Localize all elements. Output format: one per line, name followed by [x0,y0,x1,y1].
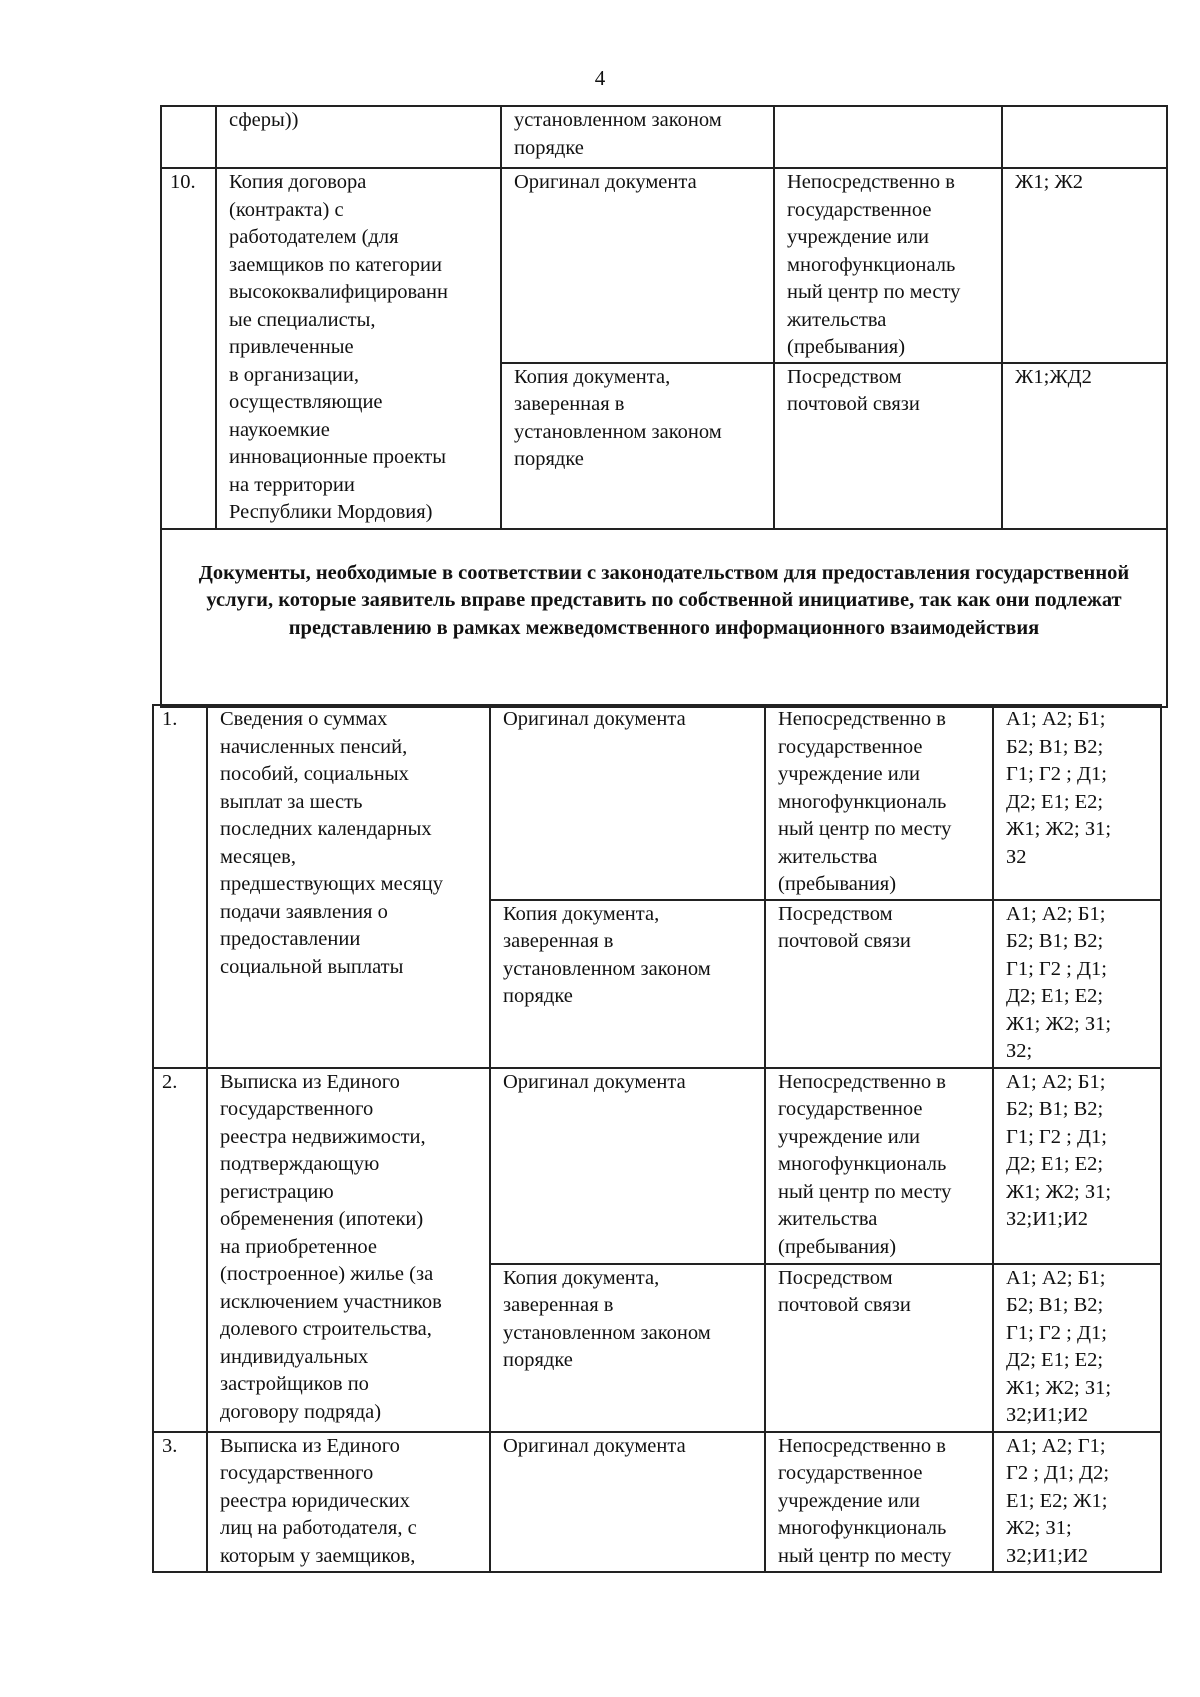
table-row [161,168,1167,363]
submission-method-cell: Непосредственно в государственное учреждение или многофункциональ ный центр по месту [765,1432,993,1572]
section-header: Документы, необходимые в соответствии с законодательством для предоставления государственной услуги, которые заявитель вправе представить по собственной инициативе, так как они подлежат представлению в рамках межведомственного информационного взаимодействия [161,529,1167,707]
document-name-cell: Выписка из Единого государственного реестра юридических лиц на работодателя, с которым у заемщиков, [207,1432,490,1572]
table-row [153,1068,1161,1264]
section-header-row [161,529,1167,707]
document-form-cell: Оригинал документа [501,168,774,363]
submission-method-cell: Посредством почтовой связи [765,900,993,1068]
submission-method-cell: Непосредственно в государственное учреждение или многофункциональ ный центр по месту жительства (пребывания) [765,705,993,900]
table-row [153,1432,1161,1572]
category-codes-cell: А1; А2; Г1; Г2 ; Д1; Д2; Е1; Е2; Ж1; Ж2; З1; З2;И1;И2 [993,1432,1161,1572]
table-row [153,705,1161,900]
submission-method-cell: Непосредственно в государственное учреждение или многофункциональ ный центр по месту жительства (пребывания) [765,1068,993,1264]
documents-table-upper [160,105,1168,708]
document-form-cell: Копия документа, заверенная в установленном законом порядке [501,363,774,529]
document-form-cell: Копия документа, заверенная в установленном законом порядке [490,1264,765,1432]
page-number: 4 [594,66,606,90]
row-number-cell [161,106,216,168]
category-codes-cell: Ж1;ЖД2 [1002,363,1167,529]
submission-method-cell: Посредством почтовой связи [765,1264,993,1432]
documents-table-lower [152,704,1162,1573]
category-codes-cell: А1; А2; Б1; Б2; В1; В2; Г1; Г2 ; Д1; Д2; Е1; Е2; Ж1; Ж2; З1; З2;И1;И2 [993,1264,1161,1432]
table-row [161,106,1167,168]
category-codes-cell: А1; А2; Б1; Б2; В1; В2; Г1; Г2 ; Д1; Д2; Е1; Е2; Ж1; Ж2; З1; З2;И1;И2 [993,1068,1161,1264]
row-number-cell: 2. [153,1068,207,1432]
category-codes-cell: А1; А2; Б1; Б2; В1; В2; Г1; Г2 ; Д1; Д2; Е1; Е2; Ж1; Ж2; З1; З2; [993,900,1161,1068]
document-form-cell: Оригинал документа [490,1432,765,1572]
document-form-cell: Оригинал документа [490,705,765,900]
document-form-cell: установленном законом порядке [501,106,774,168]
submission-method-cell [774,106,1002,168]
category-codes-cell: А1; А2; Б1; Б2; В1; В2; Г1; Г2 ; Д1; Д2; Е1; Е2; Ж1; Ж2; З1; З2 [993,705,1161,900]
row-number-cell: 3. [153,1432,207,1572]
submission-method-cell: Посредством почтовой связи [774,363,1002,529]
document-name-cell: Выписка из Единого государственного реестра недвижимости, подтверждающую регистрацию обременения (ипотеки) на приобретенное (построенное) жилье (за исключением участников долевого строительства, индивидуальных застройщиков по договору подряда) [207,1068,490,1432]
document-form-cell: Оригинал документа [490,1068,765,1264]
document-name-cell: Копия договора (контракта) с работодателем (для заемщиков по категории высококвалифицированн ые специалисты, привлеченные в организации, осуществляющие наукоемкие инновационные проекты на территории Республики Мордовия) [216,168,501,529]
category-codes-cell [1002,106,1167,168]
document-form-cell: Копия документа, заверенная в установленном законом порядке [490,900,765,1068]
document-name-cell: сферы)) [216,106,501,168]
row-number-cell: 10. [161,168,216,529]
document-name-cell: Сведения о суммах начисленных пенсий, пособий, социальных выплат за шесть последних календарных месяцев, предшествующих месяцу подачи заявления о предоставлении социальной выплаты [207,705,490,1068]
submission-method-cell: Непосредственно в государственное учреждение или многофункциональ ный центр по месту жительства (пребывания) [774,168,1002,363]
row-number-cell: 1. [153,705,207,1068]
category-codes-cell: Ж1; Ж2 [1002,168,1167,363]
